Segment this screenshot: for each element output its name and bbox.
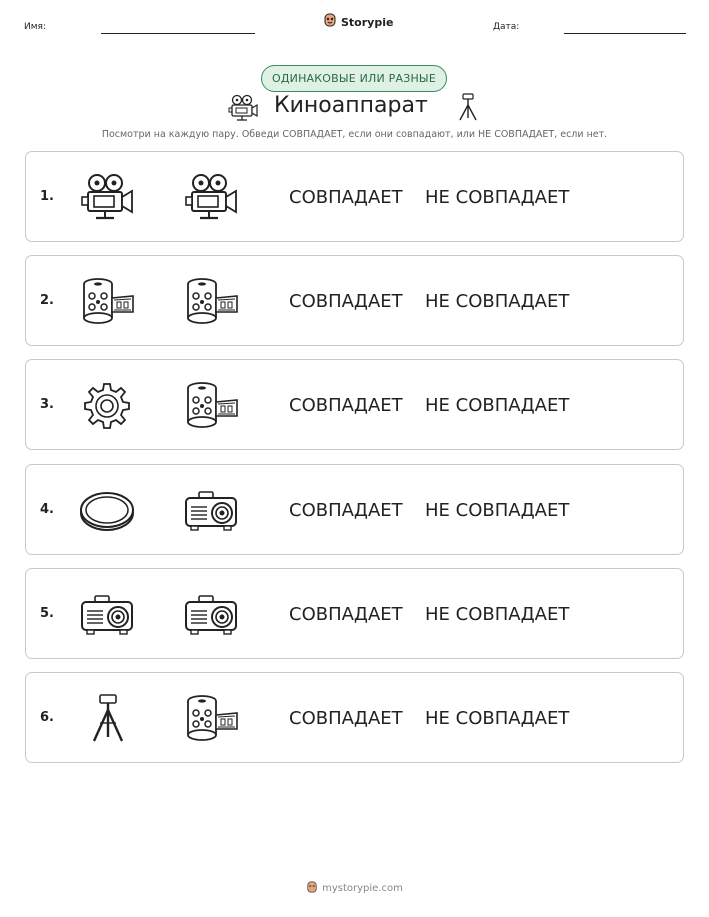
brand-logo [323, 12, 393, 32]
date-label: Дата: [493, 22, 520, 32]
tripod-icon [78, 693, 136, 745]
question-number: 2. [40, 293, 54, 309]
question-row [25, 568, 684, 659]
movie-camera-icon [78, 172, 136, 224]
footer-url[interactable]: mystorypie.com [322, 883, 403, 894]
film-reel-icon [182, 380, 240, 432]
match-option[interactable]: СОВПАДАЕТ [289, 291, 403, 313]
page-title: Киноаппарат [274, 93, 428, 118]
movie-camera-icon [182, 172, 240, 224]
lens-filter-icon [78, 485, 136, 537]
projector-icon [182, 589, 240, 641]
name-line[interactable] [101, 33, 255, 34]
instructions: Посмотри на каждую пару. Обведи СОВПАДАЕТ, если они совпадают, или НЕ СОВПАДАЕТ, если нет. [101, 129, 608, 140]
question-row [25, 672, 684, 763]
mascot-icon [323, 12, 337, 32]
match-option[interactable]: СОВПАДАЕТ [289, 499, 403, 521]
name-label: Имя: [24, 22, 46, 32]
no-match-option[interactable]: НЕ СОВПАДАЕТ [425, 187, 570, 208]
tripod-icon [455, 92, 481, 126]
question-number: 1. [40, 189, 54, 204]
no-match-option[interactable]: НЕ СОВПАДАЕТ [425, 499, 570, 521]
film-reel-icon [78, 276, 136, 328]
match-option[interactable]: СОВПАДАЕТ [289, 708, 403, 729]
gear-icon [78, 380, 136, 432]
worksheet-type-badge: ОДИНАКОВЫЕ ИЛИ РАЗНЫЕ [261, 65, 447, 92]
projector-icon [182, 485, 240, 537]
film-reel-icon [182, 693, 240, 745]
no-match-option[interactable]: НЕ СОВПАДАЕТ [425, 395, 570, 417]
no-match-option[interactable]: НЕ СОВПАДАЕТ [425, 291, 570, 313]
question-row [25, 255, 684, 346]
question-row [25, 464, 684, 555]
movie-camera-icon [228, 94, 258, 126]
no-match-option[interactable]: НЕ СОВПАДАЕТ [425, 708, 570, 729]
question-row [25, 359, 684, 450]
question-number: 6. [40, 710, 54, 725]
question-number: 5. [40, 605, 54, 621]
match-option[interactable]: СОВПАДАЕТ [289, 395, 403, 417]
mascot-icon [306, 880, 318, 897]
no-match-option[interactable]: НЕ СОВПАДАЕТ [425, 603, 570, 625]
footer [0, 880, 709, 897]
brand-name: Storypie [341, 15, 394, 29]
film-reel-icon [182, 276, 240, 328]
match-option[interactable]: СОВПАДАЕТ [289, 603, 403, 625]
projector-icon [78, 589, 136, 641]
question-row [25, 151, 684, 242]
date-line[interactable] [564, 33, 686, 34]
question-number: 4. [40, 501, 54, 517]
match-option[interactable]: СОВПАДАЕТ [289, 187, 403, 208]
question-number: 3. [40, 397, 54, 413]
